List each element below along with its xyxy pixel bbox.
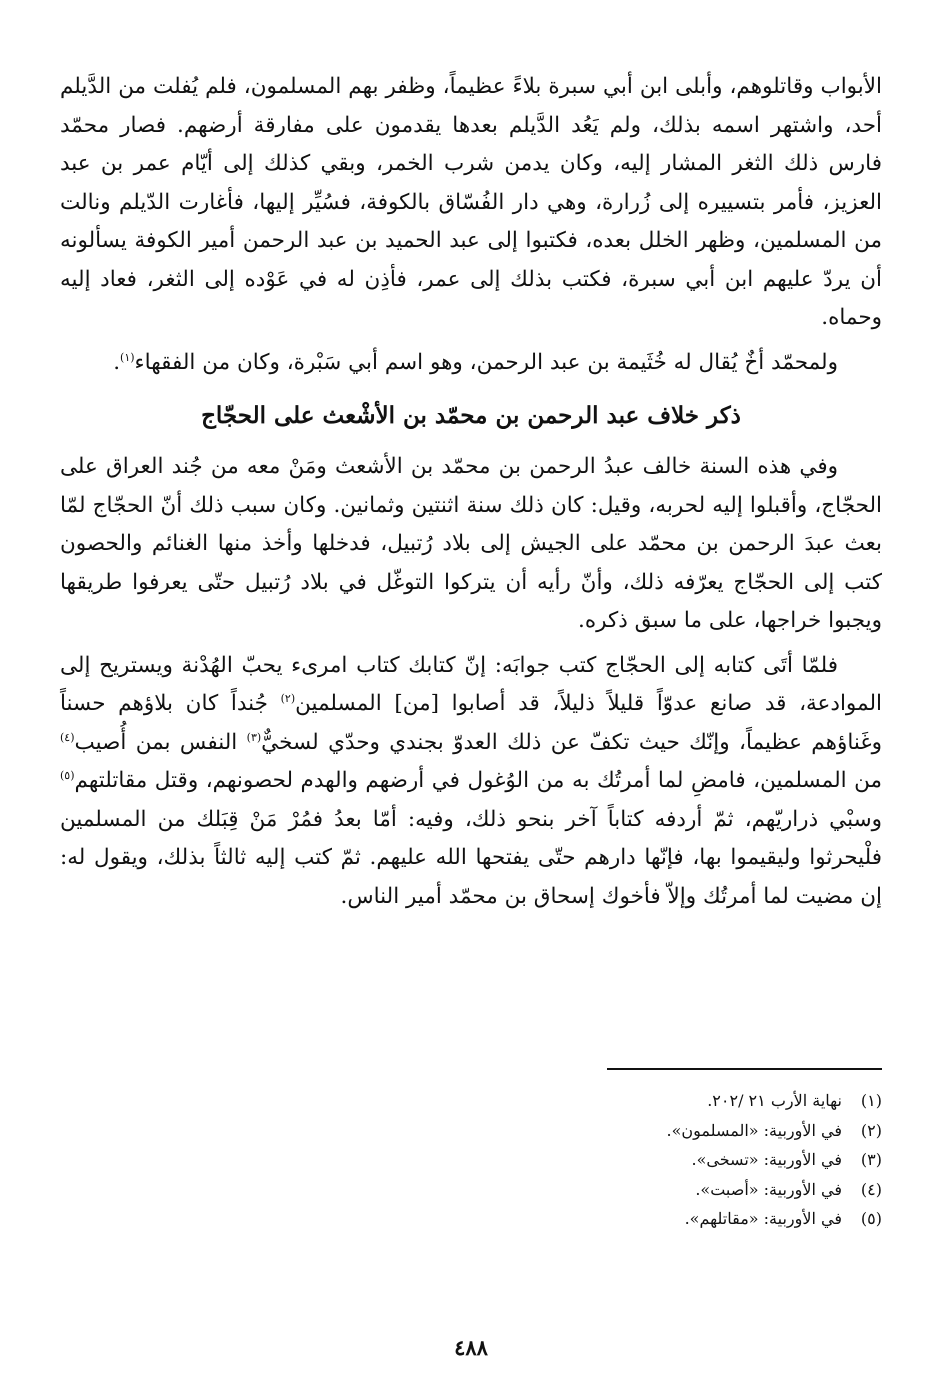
paragraph-text: ولمحمّد أخٌ يُقال له خُثَيمة بن عبد الرحمن، وهو اسم أبي سَبْرة، وكان من الفقهاء (134, 349, 838, 375)
paragraph-khuthayma (60, 344, 882, 383)
paragraph-text-b: جُنداً كان بلاؤهم حسناً وغَناؤهم عظيماً، وإنّك حيث تكفّ عن ذلك العدوّ بجندي وحدّي لسخيٌّ (60, 691, 882, 755)
footnote-text: في الأوربية: «المسلمون». (666, 1120, 842, 1140)
footnote-2 (60, 1116, 882, 1146)
footnote-marker-3[interactable]: (٣) (246, 730, 262, 744)
section-ibn-al-ashath (60, 396, 882, 916)
page-body (60, 68, 882, 1360)
footnote-3 (60, 1145, 882, 1175)
paragraph-hajjaj-letter (60, 647, 882, 917)
paragraph-continuation: الأبواب وقاتلوهم، وأبلى ابن أبي سبرة بلاءً عظيماً، وظفر بهم المسلمون، فلم يُفلت من الدَّيلم أحد، واشتهر اسمه بذلك، ولم يَعُد الدَّيلم بعدها يقدمون على مفارقة أرضهم. فصار محمّد فارس ذلك الثغر المشار إليه، وكان يدمن شرب الخمر، وبقي كذلك إلى أيّام عمر بن عبد العزيز، فأمر بتسييره إلى زُرارة، وهي دار الفُسّاق بالكوفة، فسُيِّر إليها، فأغارت الدّيلم ونالت من المسلمين، وظهر الخلل بعده، فكتبوا إلى عبد الحميد بن عبد الرحمن أمير الكوفة يسألونه أن يردّ عليهم ابن أبي سبرة، فكتب بذلك إلى عمر، فأذِن له في عَوْده إلى الثغر، فعاد إليه وحماه. (60, 74, 882, 330)
footnote-text: في الأوربية: «تسخى». (691, 1150, 842, 1169)
paragraph-rebellion: وفي هذه السنة خالف عبدُ الرحمن بن محمّد بن الأشعث ومَنْ معه من جُند العراق على الحجّاج، وأقبلوا إليه لحربه، وقيل: كان ذلك سنة اثنتين وثمانين. وكان سبب ذلك أنّ الحجّاج لمّا بعث عبدَ الرحمن بن محمّد على الجيش إلى بلاد رُتبيل، فدخلها وأخذ منها الغنائم والحصون كتب إلى الحجّاج يعرّفه ذلك، وأنّ رأيه أن يتركوا التوغّل في بلاد رُتبيل حتّى يعرفوا طريقها ويجبوا خراجها، على ما سبق ذكره. (60, 454, 882, 633)
footnote-number: (١) (860, 1091, 882, 1110)
footnote-text: نهاية الأرب ٢١ /٢٠٢. (707, 1091, 842, 1110)
footnotes (60, 1068, 882, 1234)
footnote-number: (٤) (860, 1179, 882, 1199)
paragraph-text-d: من المسلمين، فامضِ لما أمرتُك به من الوُغول في أرضهم والهدم لحصونهم، وقتل مقاتلتهم (74, 768, 882, 793)
paragraph-end: . (113, 349, 121, 375)
footnote-divider (607, 1068, 882, 1070)
footnote-marker-4[interactable]: (٤) (60, 730, 75, 744)
section-heading: ذكر خلاف عبد الرحمن بن محمّد بن الأشْعث على الحجّاج (201, 402, 741, 429)
footnote-marker-1[interactable]: (١) (120, 350, 135, 364)
footnote-4 (60, 1175, 882, 1205)
footnote-5 (60, 1204, 882, 1234)
paragraph-text-a: فلمّا أتَى كتابه إلى الحجّاج كتب جوابَه: إنّ كتابك كتاب امرىء يحبّ الهُدْنة ويستريح إلى الموادعة، قد صانع عدوّاً قليلاً ذليلاً، قد أصابوا [من] المسلمين (60, 652, 882, 716)
footnote-marker-2[interactable]: (٢) (280, 691, 296, 705)
footnote-number: (٥) (860, 1209, 882, 1228)
paragraph-text-e: وسبْي ذراريّهم، ثمّ أردفه كتاباً آخر بنحو ذلك، وفيه: أمّا بعدُ فمُرْ مَنْ قِبَلك من المسلمين فلْيحرثوا وليقيموا بها، فإنّها دارهم حتّى يفتحها الله عليهم. ثمّ كتب إليه ثالثاً بذلك، ويقول له: إن مضيت لما أمرتُك وإلاّ فأخوك إسحاق بن محمّد أمير الناس. (60, 806, 882, 909)
paragraph-text-c: النفس بمن أُصيب (74, 729, 247, 755)
footnote-number: (٣) (860, 1150, 882, 1169)
footnote-number: (٢) (860, 1120, 882, 1140)
page-number: ٤٨٨ (454, 1335, 488, 1360)
footnote-text: في الأوربية: «مقاتلهم». (684, 1209, 842, 1228)
footnote-1 (60, 1086, 882, 1116)
footnote-text: في الأوربية: «أصبت». (695, 1179, 842, 1199)
footnote-marker-5[interactable]: (٥) (60, 768, 75, 782)
